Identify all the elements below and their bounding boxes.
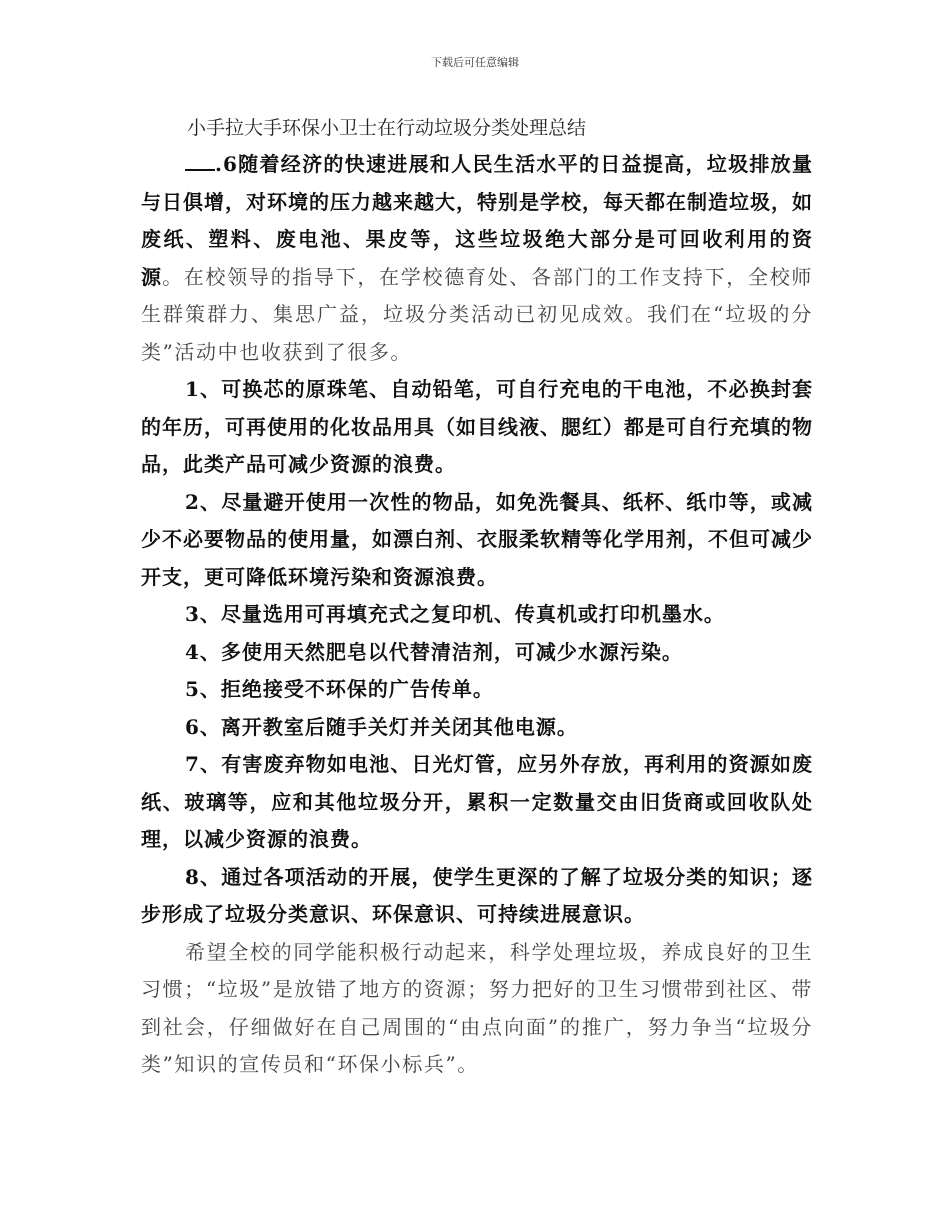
page-header: 下载后可任意编辑 — [431, 56, 519, 69]
closing-paragraph: 希望全校的同学能积极行动起来，科学处理垃圾，养成良好的卫生习惯；“垃圾”是放错了地方的资源；努力把好的卫生习惯带到社区、带到社会，仔细做好在自己周围的“由点向面”的推广，努力争当“垃圾分类”知识的宣传员和“环保小标兵”。 — [141, 939, 813, 1076]
intro-bold-text: .6随着经济的快速进展和人民生活水平的日益提高，垃圾排放量与日俱增，对环境的压力越来越大，特别是学校，每天都在制造垃圾，如废纸、塑料、废电池、果皮等，这些垃圾绝大部分是可回收利用的资源 — [141, 152, 813, 289]
list-item: 5、拒绝接受不环保的广告传单。 — [185, 677, 494, 701]
list-item: 1、可换芯的原珠笔、自动铅笔，可自行充电的干电池，不必换封套的年历，可再使用的化妆品用具（如目线液、腮红）都是可自行充填的物品，此类产品可减少资源的浪费。 — [141, 377, 813, 476]
list-item: 3、尽量选用可再填充式之复印机、传真机或打印机墨水。 — [185, 602, 725, 626]
list-item: 7、有害废弃物如电池、日光灯管，应另外存放，再利用的资源如废纸、玻璃等，应和其他垃圾分开，累积一定数量交由旧货商或回收队处理，以减少资源的浪费。 — [141, 752, 813, 851]
document-title: 小手拉大手环保小卫士在行动垃圾分类处理总结 — [187, 117, 587, 139]
fill-in-blank — [185, 151, 215, 171]
list-item: 4、多使用天然肥皂以代替清洁剂，可减少水源污染。 — [185, 639, 683, 664]
list-item: 8、通过各项活动的开展，使学生更深的了解了垃圾分类的知识；逐步形成了垃圾分类意识、环保意识、可持续进展意识。 — [141, 864, 813, 926]
list-item: 2、尽量避开使用一次性的物品，如免洗餐具、纸杯、纸巾等，或减少不必要物品的使用量，如漂白剂、衣服柔软精等化学用剂，不但可减少开支，更可降低环境污染和资源浪费。 — [141, 489, 813, 589]
intro-light-text: 。在校领导的指导下，在学校德育处、各部门的工作支持下，全校师生群策群力、集思广益，垃圾分类活动已初见成效。我们在“垃圾的分类”活动中也收获到了很多。 — [141, 264, 814, 364]
list-item: 6、离开教室后随手关灯并关闭其他电源。 — [185, 714, 578, 739]
document-body — [141, 110, 813, 1084]
intro-paragraph — [141, 146, 813, 371]
